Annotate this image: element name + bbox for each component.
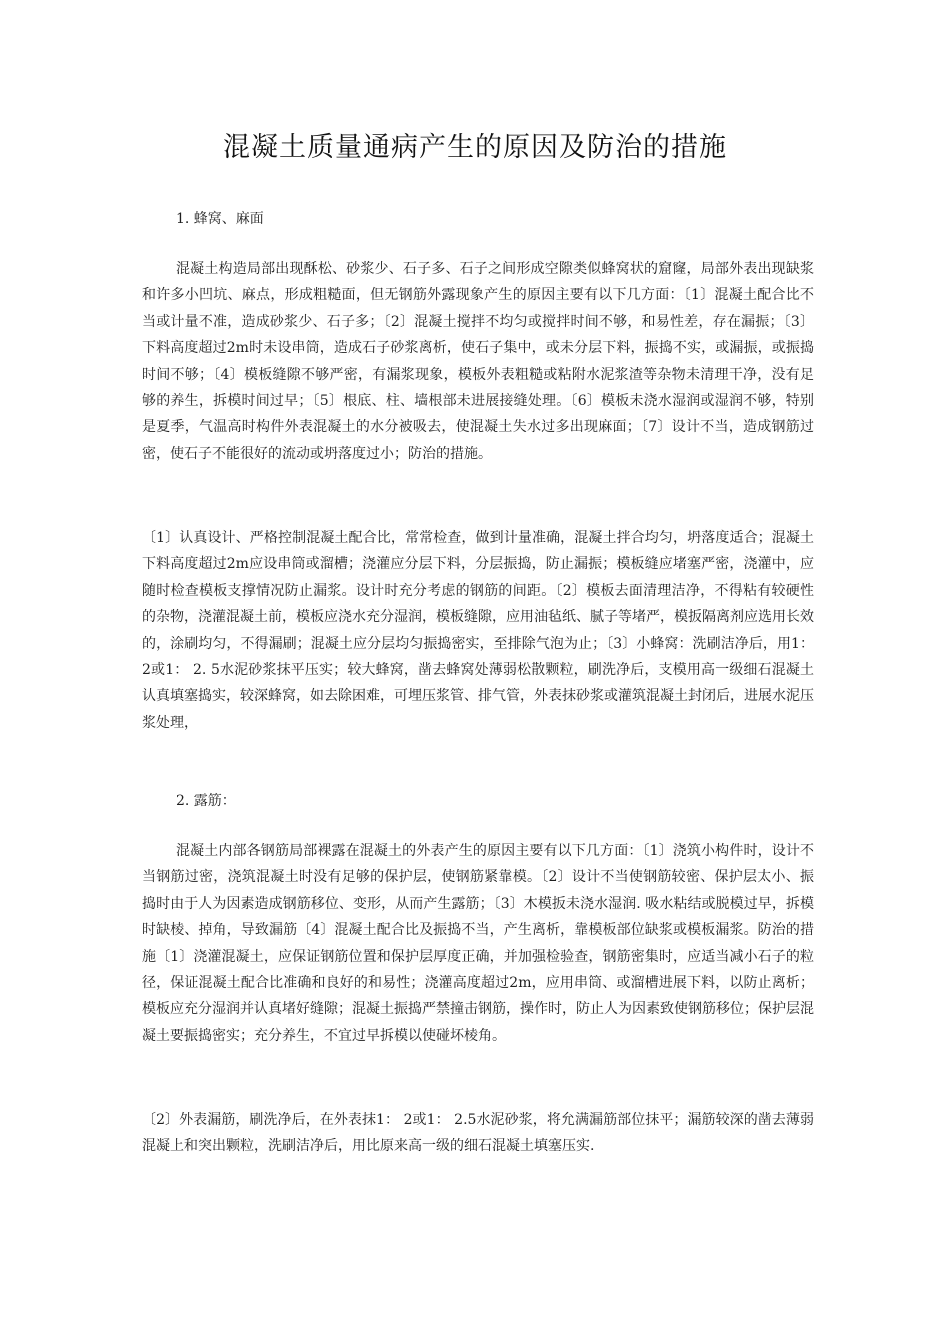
section1-cause-paragraph: 混凝土构造局部出现酥松、砂浆少、石子多、石子之间形成空隙类似蜂窝状的窟窿，局部外表出现缺浆和许多小凹坑、麻点，形成粗糙面，但无钢筋外露现象产生的原因主要有以下几方面：〔1〕混凝土配合比不当或计量不准，造成砂浆少、石子多；〔2〕混凝土搅拌不均匀或搅拌时间不够，和易性差，存在漏振；〔3〕下料高度超过2m时未设串筒，造成石子砂浆离析，使石子集中，或未分层下料，振捣不实，或漏振，或振捣时间不够；〔4〕模板缝隙不够严密，有漏浆现象，模板外表粗糙或粘附水泥浆渣等杂物未清理干净，没有足够的养生，拆模时间过早；〔5〕根底、柱、墙根部未进展接缝处理。〔6〕模板未浇水湿润或湿润不够，特别是夏季，气温高时构件外表混凝土的水分被吸去，使混凝土失水过多出现麻面；〔7〕设计不当，造成钢筋过密，使石子不能很好的流动或坍落度过小；防治的措施。 <box>142 261 814 462</box>
section1-measures-paragraph: 〔1〕认真设计、严格控制混凝土配合比，常常检查，做到计量准确，混凝土拌合均匀，坍落度适合；混凝土下料高度超过2m应设串筒或溜槽；浇灌应分层下料，分层振捣，防止漏振；模板缝应堵塞严密，浇灌中，应随时检查模板支撑情况防止漏浆。设计时充分考虑的钢筋的间距。〔2〕模板去面清理洁净，不得粘有较硬性的杂物，浇灌混凝土前，模板应浇水充分湿润，模板缝隙，应用油毡纸、腻子等堵严，模扳隔离剂应选用长效的，涂刷均匀，不得漏刷；混凝土应分层均匀振捣密实，至排除气泡为止；〔3〕小蜂窝：洗刷洁净后，用1：2或1： 2. 5水泥砂浆抹平压实；较大蜂窝，凿去蜂窝处薄弱松散颗粒，刷洗净后，支模用高一级细石混凝土认真填塞捣实，较深蜂窝，如去除困难，可埋压浆管、排气管，外表抹砂浆或灌筑混凝土封闭后，进展水泥压浆处理， <box>142 530 814 731</box>
section-heading-honeycomb: 1. 蜂窝、麻面 <box>176 211 264 227</box>
page-title: 混凝土质量通病产生的原因及防治的措施 <box>223 132 727 163</box>
section2-measures-paragraph: 〔2〕外表漏筋，刷洗净后，在外表抹1： 2或1： 2.5水泥砂浆，将允满漏筋部位抹平；漏筋较深的凿去薄弱混凝上和突出颗粒，洗刷洁净后，用比原来高一级的细石混凝土填塞压实. <box>142 1112 814 1155</box>
section2-cause-paragraph: 混凝土内部各钢筋局部裸露在混凝土的外表产生的原因主要有以下几方面：〔1〕浇筑小构件时，设计不当钢筋过密，浇筑混凝土时没有足够的保护层，使钢筋紧靠模。〔2〕设计不当使钢筋较密、保护层太小、振捣时由于人为因素造成钢筋移位、变形，从而产生露筋；〔3〕木模扳未浇水湿润. 吸水粘结或脱模过早，拆模时缺棱、掉角，导致漏筋〔4〕混凝土配合比及振捣不当，产生离析，靠模板部位缺浆或模板漏浆。防治的措施〔1〕浇灌混凝土，应保证钢筋位置和保护层厚度正确，并加强检验查，钢筋密集时，应适当减小石子的粒径，保证混凝土配合比准确和良好的和易性；浇灌高度超过2m，应用串筒、或溜槽进展下料，以防止离析；模板应充分湿润并认真堵好缝隙；混凝土振捣严禁撞击钢筋，操作时，防止人为因素致使钢筋移位；保护层混凝土要振捣密实；充分养生，不宜过早拆模以使碰坏棱角。 <box>142 843 814 1044</box>
section-heading-exposed-rebar: 2. 露筋： <box>176 793 236 809</box>
